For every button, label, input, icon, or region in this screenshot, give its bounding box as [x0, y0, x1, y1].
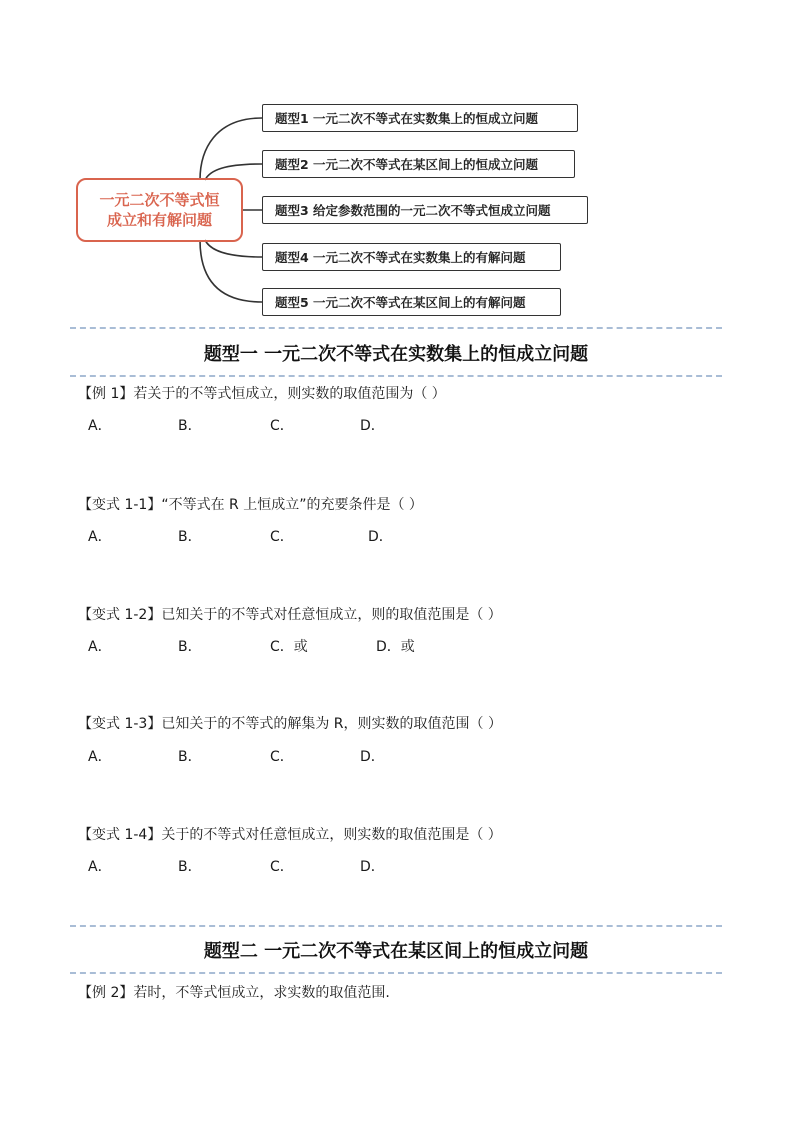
mindmap-branch-1: 题型1 一元二次不等式在实数集上的恒成立问题 [262, 104, 578, 132]
option-a: A． [88, 529, 112, 545]
option-d: D． [360, 418, 385, 434]
question-variant-1-1 [78, 494, 423, 514]
option-b: B． [178, 529, 202, 545]
mindmap-root-line1: 一元二次不等式恒 [99, 191, 220, 209]
connector-1 [200, 118, 262, 180]
option-d: D． [360, 749, 385, 765]
question-tag: 【变式 1-2】 [78, 607, 162, 623]
option-c: C． [270, 529, 294, 545]
mindmap-branch-5: 题型5 一元二次不等式在某区间上的有解问题 [262, 288, 561, 316]
option-b: B． [178, 418, 202, 434]
question-tag: 【例 2】 [78, 985, 134, 1001]
mindmap-root-line2: 成立和有解问题 [106, 211, 212, 229]
option-d: D． [360, 859, 385, 875]
question-text: 若时，不等式恒成立，求实数的取值范围. [133, 985, 390, 1001]
section-title-2: 题型二 一元二次不等式在某区间上的恒成立问题 [203, 941, 589, 962]
question-variant-1-4 [78, 824, 502, 844]
section-divider-bottom [70, 375, 722, 377]
option-a: A． [88, 639, 112, 655]
mindmap-branch-3: 题型3 给定参数范围的一元二次不等式恒成立问题 [262, 196, 588, 224]
option-c: C． [270, 749, 294, 765]
option-c: C． [270, 418, 294, 434]
option-c: C．或 [270, 639, 308, 655]
mindmap-root [76, 178, 243, 242]
option-a: A． [88, 859, 112, 875]
option-b: B． [178, 639, 202, 655]
connector-5 [200, 240, 262, 302]
option-a: A． [88, 418, 112, 434]
option-d: D． [368, 529, 393, 545]
option-d: D．或 [376, 639, 415, 655]
question-tag: 【变式 1-1】 [78, 497, 162, 513]
question-tag: 【例 1】 [78, 386, 134, 402]
question-variant-1-2 [78, 604, 502, 624]
question-tag: 【变式 1-3】 [78, 716, 162, 732]
question-text: 关于的不等式对任意恒成立，则实数的取值范围是（ ） [161, 827, 502, 843]
mindmap-branch-2: 题型2 一元二次不等式在某区间上的恒成立问题 [262, 150, 575, 178]
question-text: 若关于的不等式恒成立，则实数的取值范围为（ ） [133, 386, 446, 402]
section-divider-top [70, 327, 722, 329]
question-variant-1-3 [78, 713, 502, 733]
question-example-1 [78, 383, 446, 403]
question-text: 已知关于的不等式对任意恒成立，则的取值范围是（ ） [161, 607, 502, 623]
option-a: A． [88, 749, 112, 765]
option-b: B． [178, 859, 202, 875]
option-b: B． [178, 749, 202, 765]
section-title-1: 题型一 一元二次不等式在实数集上的恒成立问题 [203, 344, 589, 365]
question-tag: 【变式 1-4】 [78, 827, 162, 843]
option-c: C． [270, 859, 294, 875]
question-text: 已知关于的不等式的解集为 R，则实数的取值范围（ ） [161, 716, 502, 732]
question-text: “不等式在 R 上恒成立”的充要条件是（ ） [161, 497, 423, 513]
question-example-2 [78, 982, 390, 1002]
section-divider-bottom [70, 972, 722, 974]
mindmap-branch-4: 题型4 一元二次不等式在实数集上的有解问题 [262, 243, 561, 271]
connector-4 [205, 240, 262, 257]
section-divider-top [70, 925, 722, 927]
